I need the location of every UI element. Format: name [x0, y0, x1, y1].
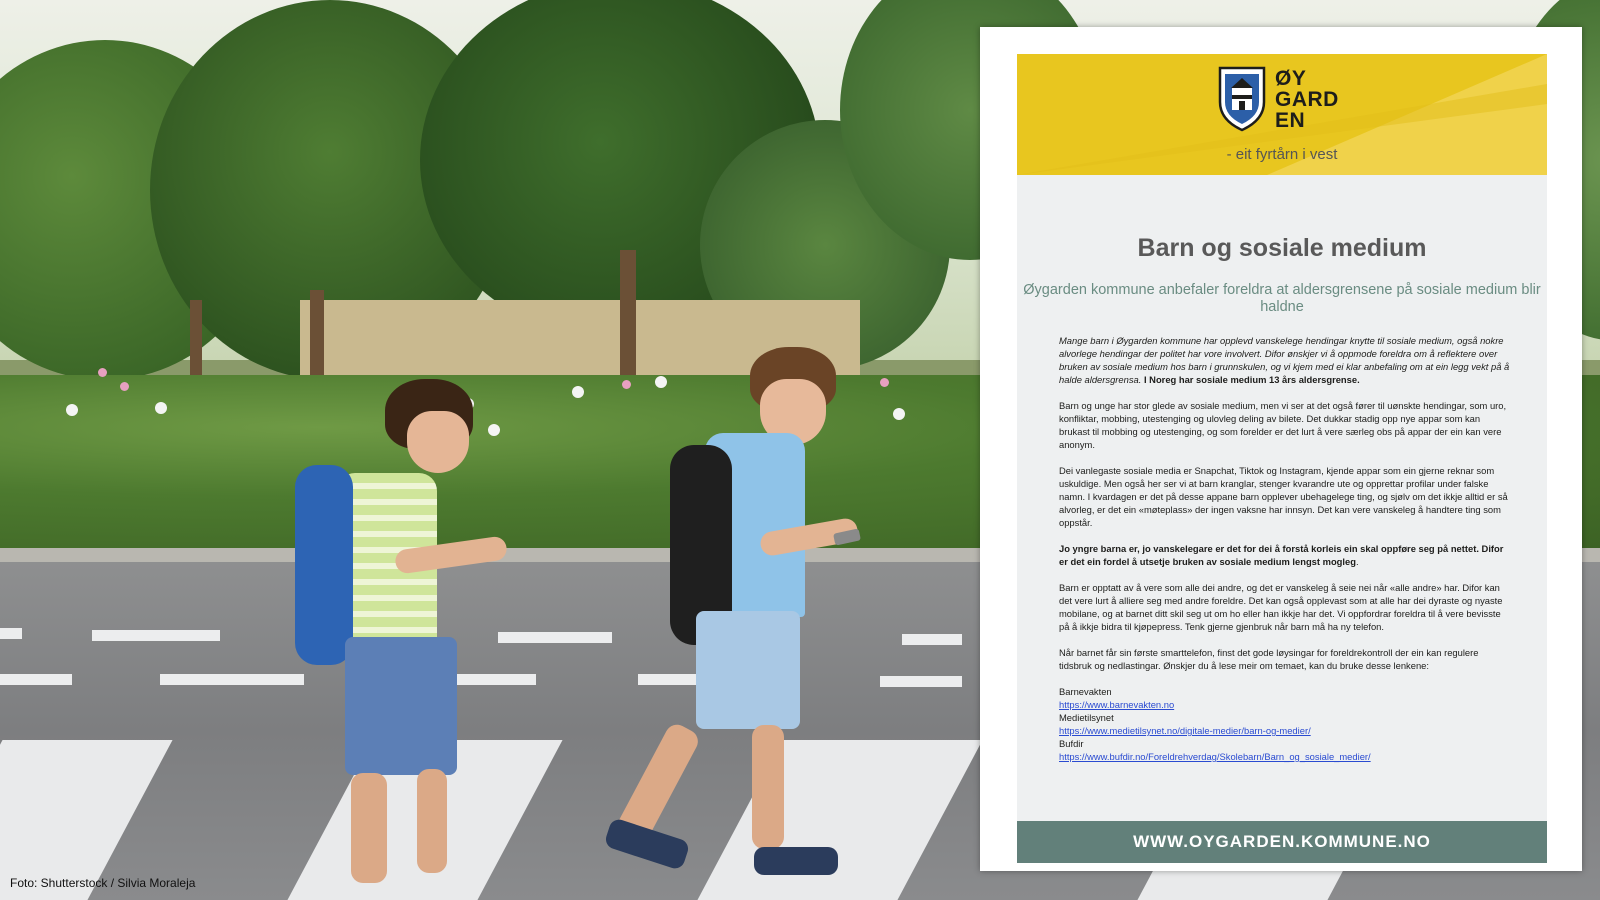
- link-label: Bufdir: [1059, 738, 1084, 749]
- road-stripe: [0, 628, 22, 639]
- shield-logo-icon: [1217, 66, 1267, 132]
- flower: [572, 386, 584, 398]
- paragraph: Dei vanlegaste sosiale media er Snapchat, Tiktok og Instagram, kjende appar som ein gjerne reknar som uskuldige. Men også her ser vi at barn kranglar, stenger kvarandre ute og opprettar profilar under falske namn. I kvardagen er det på desse appane barn opplever ubehagelege ting, og sjølv om det ikkje alltid er så alvorleg, er det ein «møteplass» der ingen vaksne har innsyn. Det kan vere vanskeleg å handtere ting som oppstår.: [1059, 465, 1508, 528]
- road-stripe: [880, 676, 962, 687]
- boy-left-leg: [351, 773, 387, 883]
- flower: [66, 404, 78, 416]
- boy-right: [610, 345, 880, 900]
- boy-left-face: [407, 411, 469, 473]
- emphasis-bold-text: Jo yngre barna er, jo vanskelegare er det for dei å forstå korleis ein skal oppføre seg på nettet. Difor er det ein fordel å utsetje bruken av sosiale medium lengst mogleg: [1059, 543, 1504, 567]
- emphasis-end: .: [1355, 556, 1359, 567]
- boy-right-leg: [752, 725, 784, 849]
- boy-right-shoe: [754, 847, 838, 875]
- logo-line: EN: [1275, 109, 1306, 132]
- flower: [120, 382, 129, 391]
- flower: [893, 408, 905, 420]
- logo-line: GARD: [1275, 88, 1339, 111]
- link-list: [1059, 685, 1511, 763]
- flower: [155, 402, 167, 414]
- link-barnevakten[interactable]: https://www.barnevakten.no: [1059, 699, 1175, 710]
- paragraph: Barn er opptatt av å vere som alle dei andre, og det er vanskeleg å seie nei når «alle andre» har. Difor kan det vere lurt å alliere seg med andre foreldre. Det kan også opplevast som at alle har dei dyraste og nyaste mobilane, og at barnet ditt skil seg ut om ho eller han ikkje har det. Vi oppfordrar foreldra til å vere bevisste på å ikkje bidra til kjøpepress. Tenk gjerne gjenbruk når barn må ha ny telefon.: [1059, 582, 1503, 632]
- link-bufdir[interactable]: https://www.bufdir.no/Foreldrehverdag/Skolebarn/Barn_og_sosiale_medier/: [1059, 751, 1371, 762]
- boy-right-shorts: [696, 611, 800, 729]
- paragraph-intro: [1059, 334, 1511, 386]
- boy-left-backpack: [295, 465, 353, 665]
- paragraph: Barn og unge har stor glede av sosiale medium, men vi ser at det også fører til uønskte hendingar, som uro, konfliktar, mobbing, utestenging og ulovleg deling av bilete. Det dukkar stadig opp nye appar som kan brukast til mobbing og utestenging, og som forelder er det lurt å vere særleg obs på appar der ein kan vere anonym.: [1059, 400, 1507, 450]
- road-stripe: [0, 674, 72, 685]
- footer-website[interactable]: WWW.OYGARDEN.KOMMUNE.NO: [1133, 832, 1431, 851]
- document-title: Barn og sosiale medium: [1137, 234, 1427, 262]
- paragraph: Når barnet får sin første smarttelefon, finst det gode løysingar for foreldrekontroll der ein kan regulere tidsbruk og nedlastingar. Ønskjer du å lese meir om temaet, kan du bruke desse lenkene:: [1059, 647, 1479, 671]
- info-sheet: [980, 27, 1582, 871]
- info-sheet-content: [1017, 54, 1547, 851]
- link-label: Barnevakten: [1059, 686, 1112, 697]
- intro-italic-text: Mange barn i Øygarden kommune har opplevd vanskelege hendingar knytte til sosiale medium, også nokre alvorlege hendingar der politet har vore involvert. Difor ønskjer vi å oppmode foreldra om å reflektere over bruken av sosiale medium hos barn i grunnskulen, og vi kjem med ei klar anbefaling om at ein legg vekt på å halde aldersgrensa.: [1059, 335, 1510, 385]
- photo-credit: Foto: Shutterstock / Silvia Moraleja: [10, 876, 196, 890]
- document-subtitle: Øygarden kommune anbefaler foreldra at aldersgrensene på sosiale medium blir haldne: [1023, 282, 1541, 315]
- road-stripe: [902, 634, 962, 645]
- link-medietilsynet[interactable]: https://www.medietilsynet.no/digitale-medier/barn-og-medier/: [1059, 725, 1311, 736]
- boy-left-shorts: [345, 637, 457, 775]
- boy-left: [295, 375, 525, 900]
- logo-line: ØY: [1275, 67, 1307, 90]
- flower: [880, 378, 889, 387]
- document-body: [1059, 334, 1511, 763]
- footer-banner: [1017, 821, 1547, 863]
- road-stripe: [92, 630, 220, 641]
- header-banner: [1017, 54, 1547, 175]
- intro-bold-text: I Noreg har sosiale medium 13 års aldersgrense.: [1143, 374, 1360, 385]
- flower: [98, 368, 107, 377]
- tagline: - eit fyrtårn i vest: [1226, 146, 1338, 163]
- road-stripe: [160, 674, 304, 685]
- link-label: Medietilsynet: [1059, 712, 1114, 723]
- boy-left-leg: [417, 769, 447, 873]
- paragraph-emphasis: [1059, 542, 1511, 568]
- logo-wordmark: [1275, 68, 1339, 131]
